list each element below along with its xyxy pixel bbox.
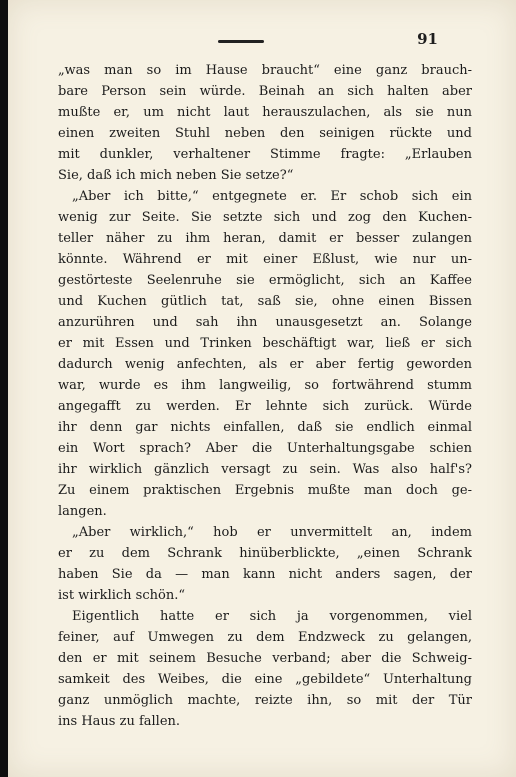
text-line: haben Sie da — man kann nicht anders sagen, der — [58, 567, 472, 582]
text-line: „was man so im Hause braucht“ eine ganz brauch- — [58, 63, 472, 78]
paragraph — [58, 186, 472, 522]
text-line: er zu dem Schrank hinüberblickte, „einen Schrank — [58, 546, 472, 561]
text-line: könnte. Während er mit einer Eßlust, wie nur un- — [58, 252, 472, 267]
text-line: feiner, auf Umwegen zu dem Endzweck zu gelangen, — [58, 630, 472, 645]
paragraph — [58, 522, 472, 606]
text-line: ist wirklich schön.“ — [58, 588, 185, 603]
paragraph — [58, 60, 472, 186]
text-line: „Aber wirklich,“ hob er unvermittelt an, indem — [72, 525, 472, 540]
text-line: und Kuchen gütlich tat, saß sie, ohne einen Bissen — [58, 294, 472, 309]
text-line: bare Person sein würde. Beinah an sich halten aber — [58, 84, 472, 99]
text-line: ihr wirklich gänzlich versagt zu sein. Was also half's? — [58, 462, 472, 477]
text-line: den er mit seinem Besuche verband; aber die Schweig- — [58, 651, 472, 666]
text-line: Eigentlich hatte er sich ja vorgenommen, viel — [72, 609, 472, 624]
text-line: er mit Essen und Trinken beschäftigt war, ließ er sich — [58, 336, 472, 351]
text-line: samkeit des Weibes, die eine „gebildete“ Unterhaltung — [58, 672, 472, 687]
text-line: gestörteste Seelenruhe sie ermöglicht, sich an Kaffee — [58, 273, 472, 288]
text-line: mußte er, um nicht laut herauszulachen, als sie nun — [58, 105, 472, 120]
text-line: ins Haus zu fallen. — [58, 714, 181, 729]
text-line: mit dunkler, verhaltener Stimme fragte: „Erlauben — [58, 147, 472, 162]
text-line: teller näher zu ihm heran, damit er besser zulangen — [58, 231, 472, 246]
header-rule — [218, 40, 264, 43]
text-line: Sie, daß ich mich neben Sie setze?“ — [58, 168, 294, 183]
text-line: Zu einem praktischen Ergebnis mußte man doch ge- — [58, 483, 472, 498]
text-line: ganz unmöglich machte, reizte ihn, so mit der Tür — [58, 693, 472, 708]
text-line: einen zweiten Stuhl neben den seinigen rückte und — [58, 126, 472, 141]
text-line: ihr denn gar nichts einfallen, daß sie endlich einmal — [58, 420, 472, 435]
text-line: anzurühren und sah ihn unausgesetzt an. Solange — [58, 315, 472, 330]
text-line: ein Wort sprach? Aber die Unterhaltungsgabe schien — [58, 441, 472, 456]
paragraph — [58, 606, 472, 732]
text-line: langen. — [58, 504, 107, 519]
body-text — [58, 60, 472, 732]
text-line: war, wurde es ihm langweilig, so fortwährend stumm — [58, 378, 472, 393]
text-line: dadurch wenig anfechten, als er aber fertig geworden — [58, 357, 472, 372]
page-number: 91 — [417, 30, 438, 48]
text-line: angegafft zu werden. Er lehnte sich zurück. Würde — [58, 399, 472, 414]
book-page — [8, 0, 516, 777]
page-header — [8, 28, 516, 52]
text-line: „Aber ich bitte,“ entgegnete er. Er schob sich ein — [72, 189, 472, 204]
text-line: wenig zur Seite. Sie setzte sich und zog den Kuchen- — [58, 210, 472, 225]
